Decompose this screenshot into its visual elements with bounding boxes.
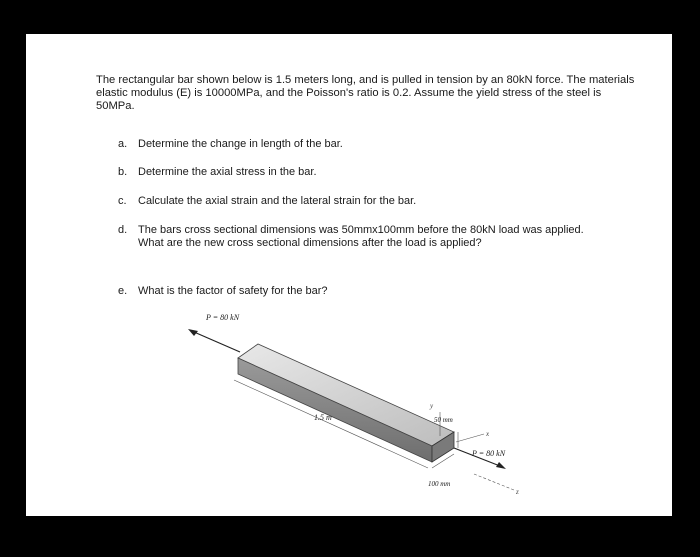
length-label: 1.5 m bbox=[314, 413, 332, 422]
question-letter: e. bbox=[118, 285, 128, 297]
y-axis-label: y bbox=[430, 402, 434, 410]
z-axis-label: z bbox=[516, 488, 519, 496]
question-text: What is the factor of safety for the bar? bbox=[138, 285, 328, 297]
question-text: The bars cross sectional dimensions was 50mmx100mm before the 80kN load was applied. What are the new cross sectional dimensions after the load is applied? bbox=[138, 224, 584, 249]
problem-statement: The rectangular bar shown below is 1.5 meters long, and is pulled in tension by an 80kN force. The materials elastic modulus (E) is 10000MPa, and the Poisson's ratio is 0.2. Assume the yield stress of the steel is 50MPa. bbox=[96, 74, 635, 112]
left-load-label: P = 80 kN bbox=[206, 313, 240, 322]
question-text: Calculate the axial strain and the lateral strain for the bar. bbox=[138, 195, 417, 207]
question-letter: a. bbox=[118, 138, 128, 150]
right-load-label: P = 80 kN bbox=[472, 449, 506, 458]
question-letter: d. bbox=[118, 224, 128, 236]
question-letter: c. bbox=[118, 195, 127, 207]
bar-diagram bbox=[174, 304, 534, 496]
question-text: Determine the axial stress in the bar. bbox=[138, 166, 317, 178]
depth-label: 50 mm bbox=[434, 416, 453, 424]
question-text: Determine the change in length of the bar. bbox=[138, 138, 343, 150]
x-axis-label: x bbox=[486, 430, 490, 438]
document-page bbox=[26, 34, 672, 516]
width-label: 100 mm bbox=[428, 480, 451, 488]
question-letter: b. bbox=[118, 166, 128, 178]
